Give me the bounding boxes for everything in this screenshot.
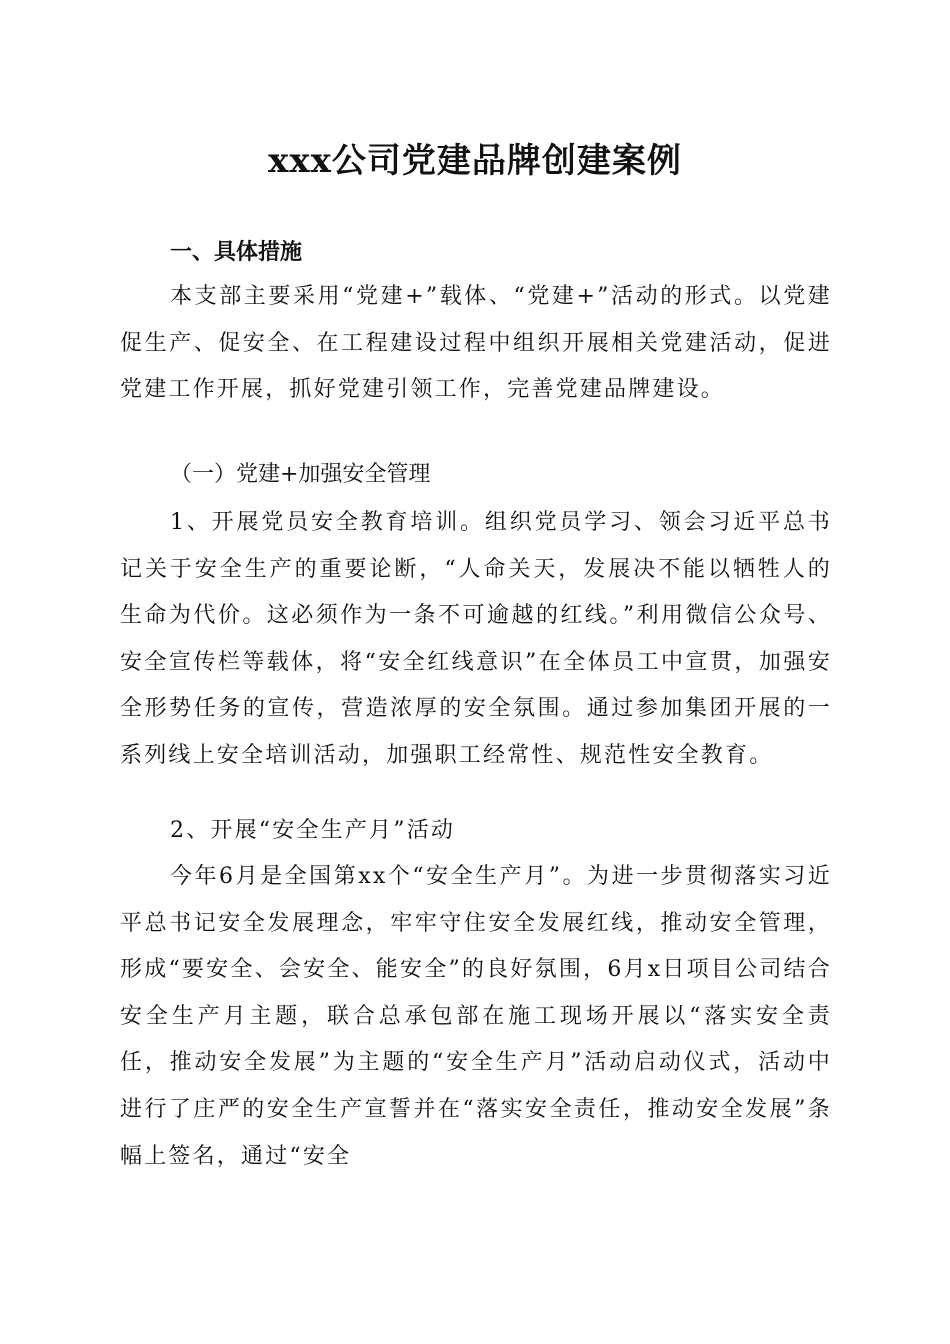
intro-paragraph: 本支部主要采用“党建+”载体、“党建+”活动的形式。以党建促生产、促安全、在工程建设过程中组织开展相关党建活动，促进党建工作开展，抓好党建引领工作，完善党建品牌建设。 — [120, 284, 832, 403]
item1-paragraph: 1、开展党员安全教育培训。组织党员学习、领会习近平总书记关于安全生产的重要论断，“人命关天，发展决不能以牺牲人的生命为代价。这必须作为一条不可逾越的红线。”利用微信公众号、安全宣传栏等载体，将“安全红线意识”在全体员工中宣贯，加强安全形势任务的宣传，营造浓厚的安全氛围。通过参加集团开展的一系列线上安全培训活动，加强职工经常性、规范性安全教育。 — [120, 510, 832, 768]
document-title: xxx公司党建品牌创建案例 — [268, 141, 682, 181]
item2-heading: 2、开展“安全生产月”活动 — [170, 818, 456, 843]
subsection-heading: （一）党建+加强安全管理 — [170, 462, 431, 487]
item2-paragraph: 今年6月是全国第xx个“安全生产月”。为进一步贯彻落实习近平总书记安全发展理念，牢牢守住安全发展红线，推动安全管理，形成“要安全、会安全、能安全”的良好氛围，6月x日项目公司结合安全生产月主题，联合总承包部在施工现场开展以“落实安全责任，推动安全发展”为主题的“安全生产月”活动启动仪式，活动中进行了庄严的安全生产宣誓并在“落实安全责任，推动安全发展”条幅上签名，通过“安全 — [120, 864, 832, 1169]
section-heading: 一、具体措施 — [170, 240, 303, 265]
